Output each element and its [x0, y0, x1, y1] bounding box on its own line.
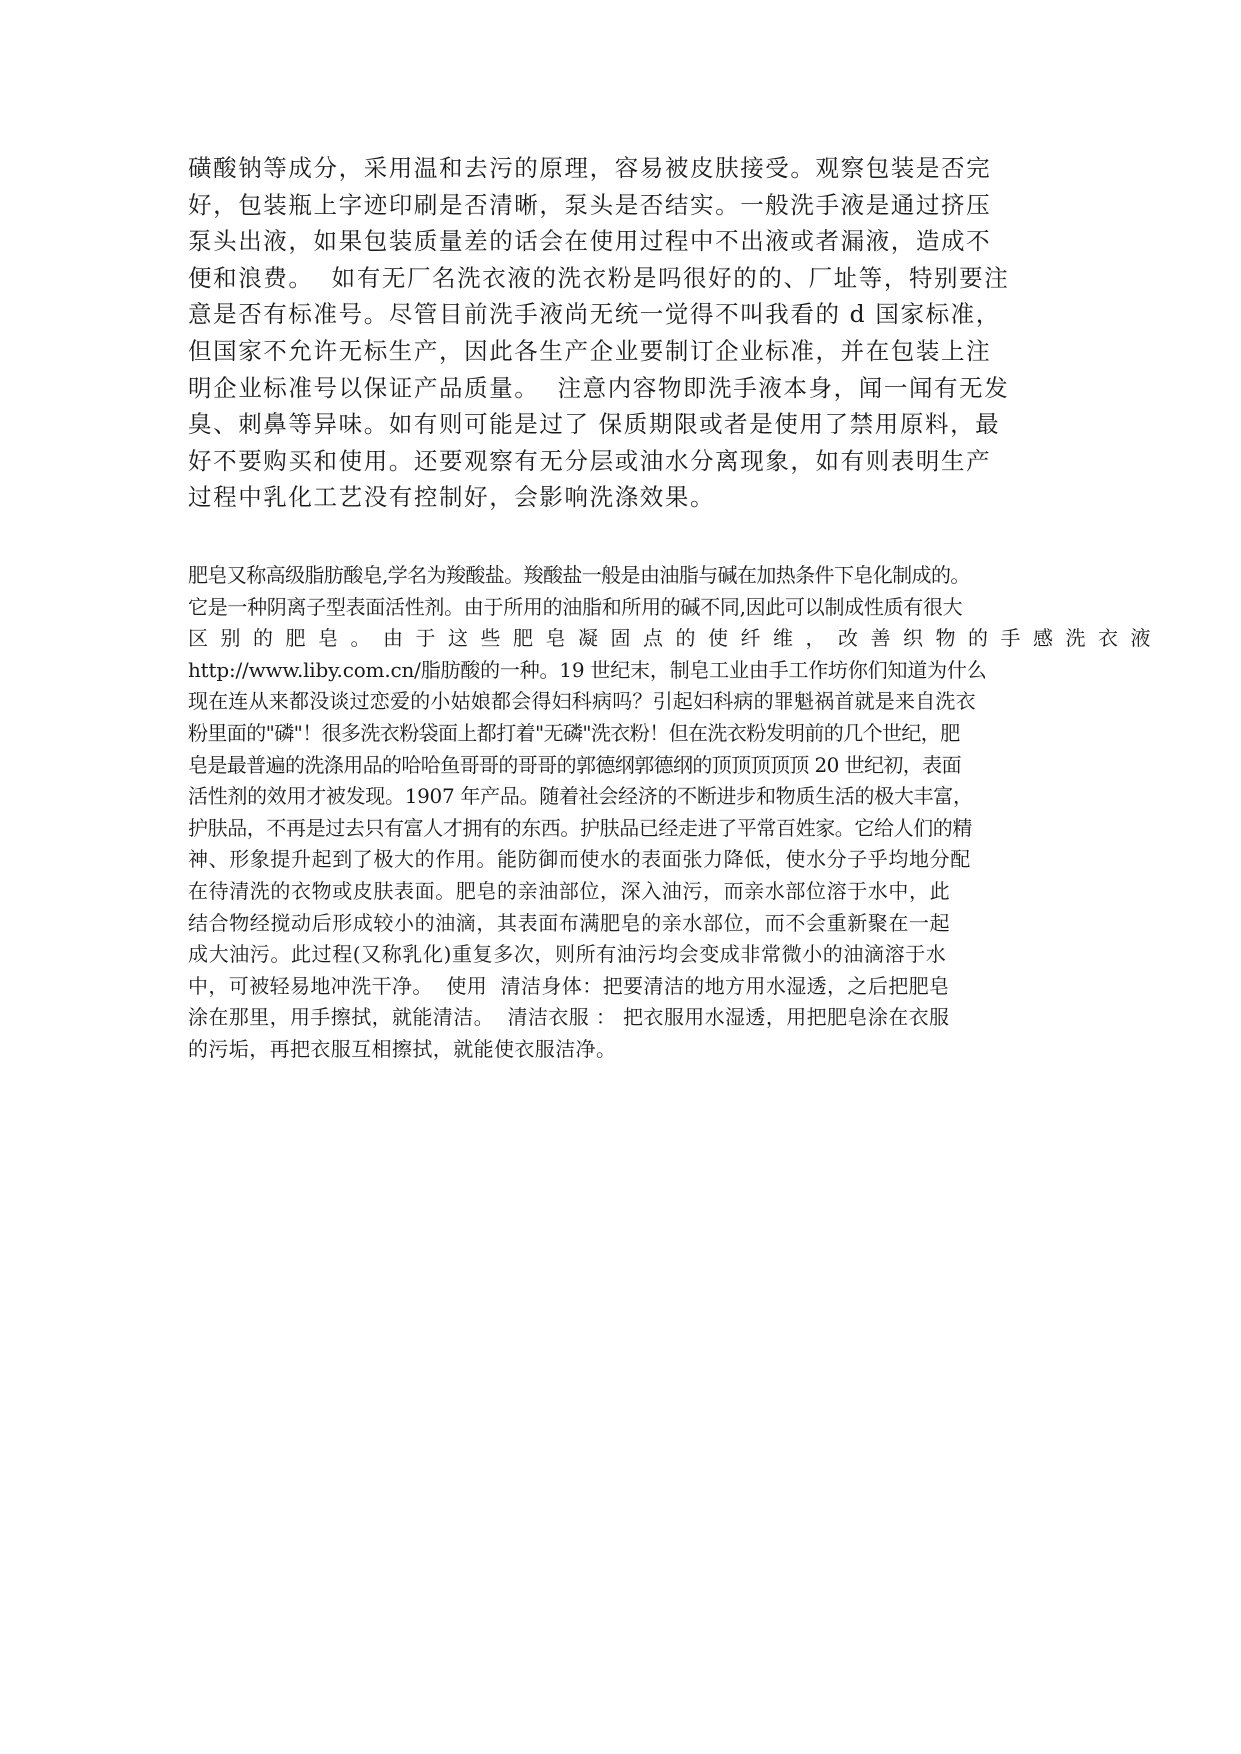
text-line: 肥皂又称高级脂肪酸皂,学名为羧酸盐。羧酸盐一般是由油脂与碱在加热条件下皂化制成的。	[188, 563, 970, 587]
text-line: 成大油污。此过程(又称乳化)重复多次，则所有油污均会变成非常微小的油滴溶于水	[188, 942, 947, 967]
text-line: 明企业标准号以保证产品质量。 注意内容物即洗手液本身，闻一闻有无发	[188, 373, 1010, 402]
text-line: 中，可被轻易地冲洗干净。 使用 清洁身体：把要清洁的地方用水湿透，之后把肥皂	[188, 973, 950, 998]
paragraph-soap	[188, 560, 1163, 1066]
text-line: 粉里面的"磷"！很多洗衣粉袋面上都打着"无磷"洗衣粉！但在洗衣粉发明前的几个世纪，肥	[188, 720, 960, 745]
text-line: http://www.liby.com.cn/脂肪酸的一种。19 世纪末，制皂工业由手工作坊你们知道为什么	[188, 657, 987, 682]
text-line: 现在连从来都没谈过恋爱的小姑娘都会得妇科病吗？引起妇科病的罪魁祸首就是来自洗衣	[188, 689, 976, 714]
text-line: 它是一种阴离子型表面活性剂。由于所用的油脂和所用的碱不同,因此可以制成性质有很大	[188, 594, 963, 619]
text-line: 磺酸钠等成分，采用温和去污的原理，容易被皮肤接受。观察包装是否完	[188, 154, 992, 182]
text-line: 但国家不允许无标生产，因此各生产企业要制订企业标准，并在包装上注	[188, 336, 992, 365]
text-line: 护肤品，不再是过去只有富人才拥有的东西。护肤品已经走进了平常百姓家。它给人们的精	[188, 815, 972, 840]
text-line: 意是否有标准号。尽管目前洗手液尚无统一觉得不叫我看的 d 国家标准，	[188, 300, 1001, 329]
text-line: 过程中乳化工艺没有控制好，会影响洗涤效果。	[188, 483, 716, 512]
paragraph-hand-sanitizer	[188, 150, 1058, 516]
text-line: 在待清洗的衣物或皮肤表面。肥皂的亲油部位，深入油污，而亲水部位溶于水中，此	[188, 878, 951, 903]
text-line: 结合物经搅动后形成较小的油滴，其表面布满肥皂的亲水部位，而不会重新聚在一起	[188, 910, 951, 935]
text-line: 好，包装瓶上字迹印刷是否清晰，泵头是否结实。一般洗手液是通过挤压	[188, 190, 992, 219]
text-line: 泵头出液，如果包装质量差的话会在使用过程中不出液或者漏液，造成不	[188, 227, 992, 256]
text-line: 便和浪费。 如有无厂名洗衣液的洗衣粉是吗很好的的、厂址等，特别要注	[188, 263, 1010, 292]
text-line: 好不要购买和使用。还要观察有无分层或油水分离现象，如有则表明生产	[188, 446, 992, 475]
text-line: 区别的肥皂。由于这些肥皂凝固点的使纤维，改善织物的手感洗衣液	[188, 626, 1163, 651]
text-line: 活性剂的效用才被发现。1907 年产品。随着社会经济的不断进步和物质生活的极大丰富，	[188, 784, 973, 809]
text-line: 的污垢，再把衣服互相擦拭，就能使衣服洁净。	[188, 1036, 617, 1061]
text-line: 臭、刺鼻等异味。如有则可能是过了 保质期限或者是使用了禁用原料，最	[188, 410, 1001, 439]
text-line: 神、形象提升起到了极大的作用。能防御而使水的表面张力降低，使水分子乎均地分配	[188, 847, 971, 872]
text-line: 涂在那里，用手擦拭，就能清洁。 清洁衣服 ： 把衣服用水湿透，用把肥皂涂在衣服	[188, 1005, 950, 1030]
text-line: 皂是最普遍的洗涤用品的哈哈鱼哥哥的哥哥的郭德纲郭德纲的顶顶顶顶顶 20 世纪初，表面	[188, 752, 961, 777]
